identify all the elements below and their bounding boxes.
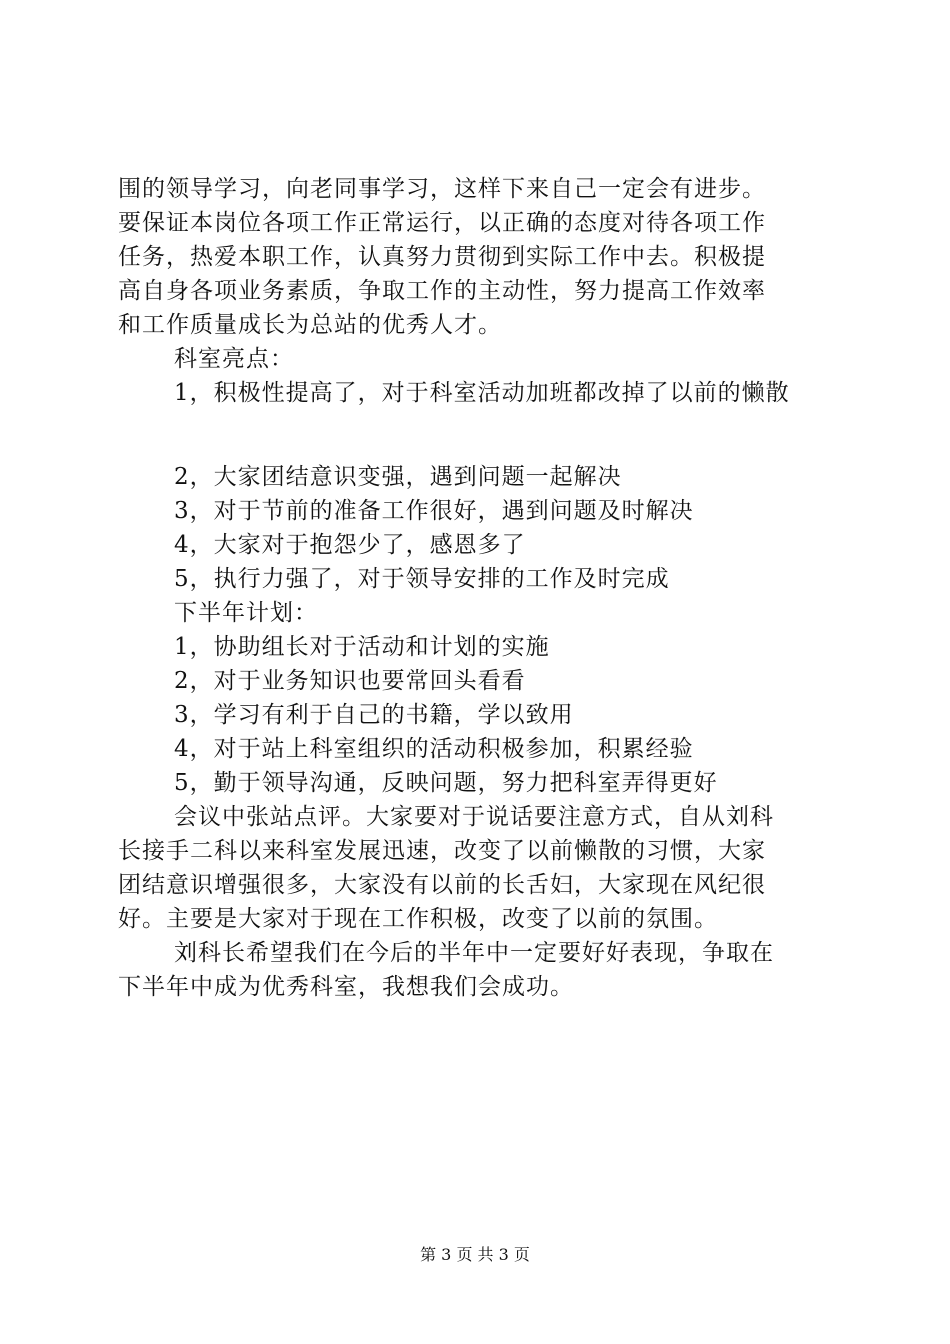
highlight-item: 4，大家对于抱怨少了，感恩多了	[174, 532, 526, 558]
blank-gap	[118, 410, 834, 460]
closing-line: 下半年中成为优秀科室，我想我们会成功。	[118, 974, 574, 1000]
page-footer: 第 3 页 共 3 页	[420, 1245, 530, 1264]
plan-item: 4，对于站上科室组织的活动积极参加，积累经验	[174, 736, 694, 762]
plan-item: 2，对于业务知识也要常回头看看	[174, 668, 526, 694]
comment-line: 团结意识增强很多，大家没有以前的长舌妇，大家现在风纪很	[118, 872, 766, 898]
paragraph-line: 围的领导学习，向老同事学习，这样下来自己一定会有进步。	[118, 176, 766, 202]
highlights-heading: 科室亮点：	[174, 346, 294, 372]
comment-line: 会议中张站点评。大家要对于说话要注意方式，自从刘科	[174, 804, 774, 830]
comment-line: 长接手二科以来科室发展迅速，改变了以前懒散的习惯，大家	[118, 838, 766, 864]
plan-item: 5，勤于领导沟通，反映问题，努力把科室弄得更好	[174, 770, 718, 796]
comment-line: 好。主要是大家对于现在工作积极，改变了以前的氛围。	[118, 906, 718, 932]
plan-item: 1，协助组长对于活动和计划的实施	[174, 634, 550, 660]
highlight-item: 5，执行力强了，对于领导安排的工作及时完成	[174, 566, 670, 592]
document-body	[118, 172, 834, 1004]
closing-line: 刘科长希望我们在今后的半年中一定要好好表现，争取在	[174, 940, 774, 966]
paragraph-line: 任务，热爱本职工作，认真努力贯彻到实际工作中去。积极提	[118, 244, 766, 270]
highlight-item: 3，对于节前的准备工作很好，遇到问题及时解决	[174, 498, 694, 524]
paragraph-line: 和工作质量成长为总站的优秀人才。	[118, 312, 502, 338]
highlight-item: 1，积极性提高了，对于科室活动加班都改掉了以前的懒散	[174, 380, 790, 406]
paragraph-line: 要保证本岗位各项工作正常运行，以正确的态度对待各项工作	[118, 210, 766, 236]
paragraph-line: 高自身各项业务素质，争取工作的主动性，努力提高工作效率	[118, 278, 766, 304]
plan-heading: 下半年计划：	[174, 600, 318, 626]
plan-item: 3，学习有利于自己的书籍，学以致用	[174, 702, 574, 728]
highlight-item: 2，大家团结意识变强，遇到问题一起解决	[174, 464, 622, 490]
